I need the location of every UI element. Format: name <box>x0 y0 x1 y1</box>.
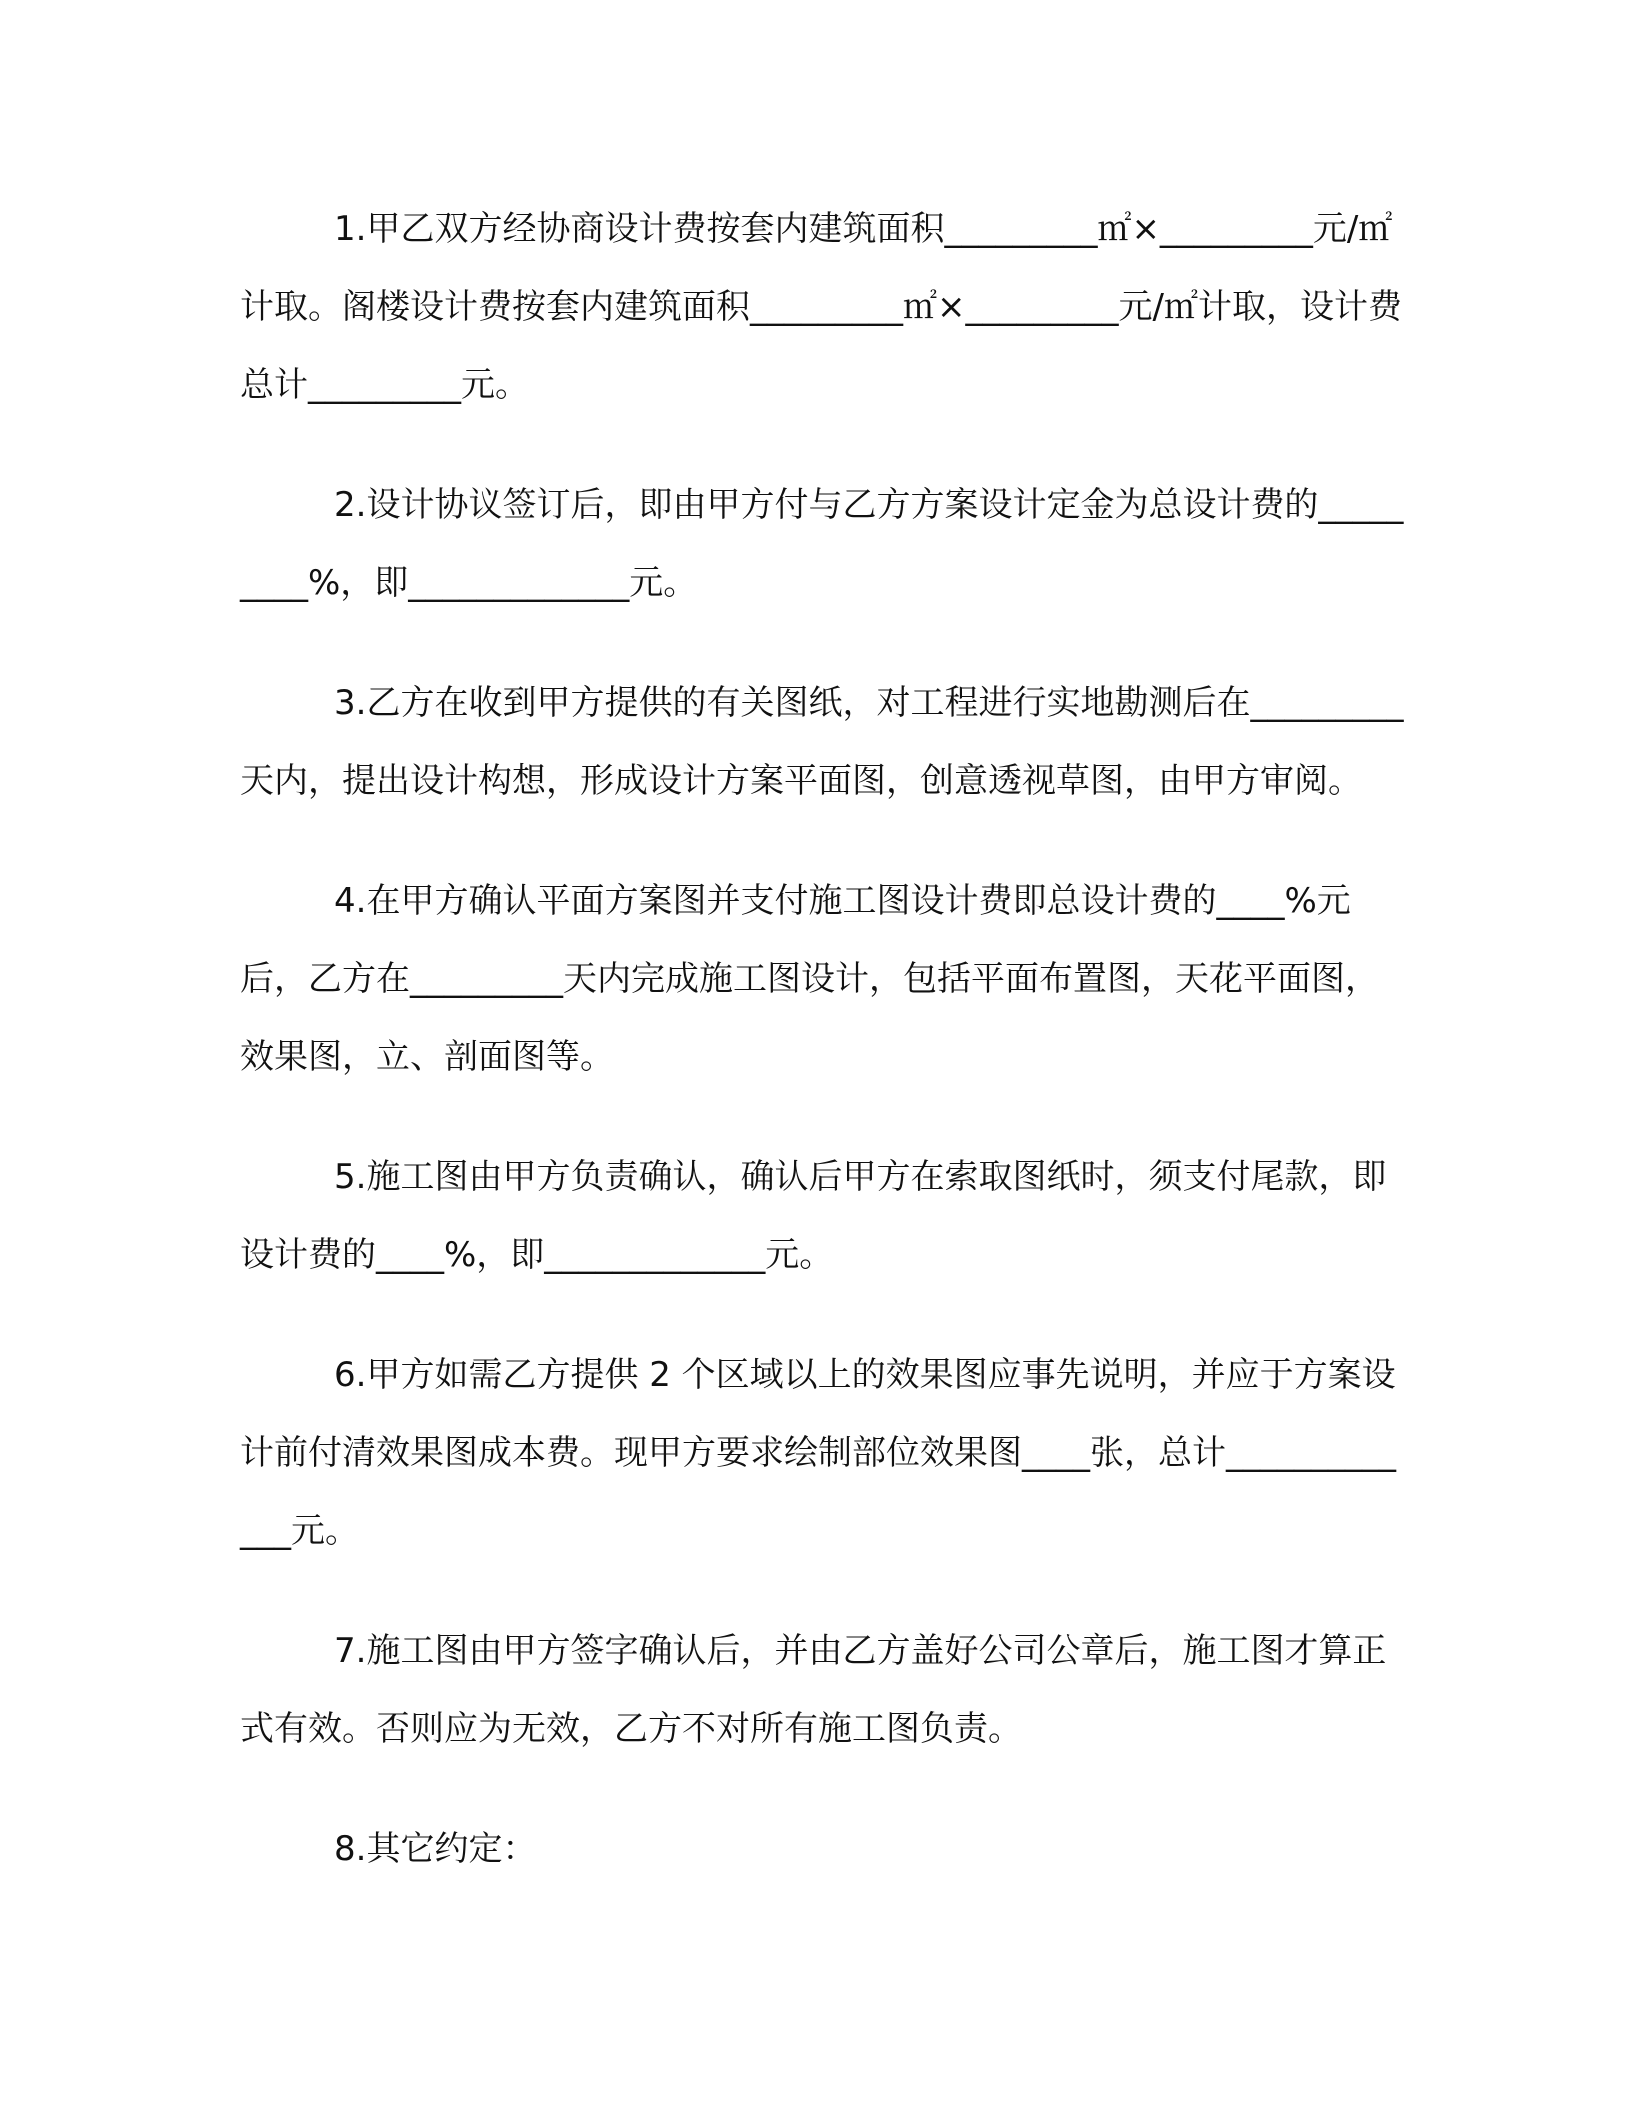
clause-2: 2.设计协议签订后，即由甲方付与乙方方案设计定金为总设计费的_________%，即_____________元。 <box>240 485 1404 603</box>
clause-6: 6.甲方如需乙方提供 2 个区域以上的效果图应事先说明，并应于方案设计前付清效果图成本费。现甲方要求绘制部位效果图____张，总计_____________元。 <box>240 1355 1396 1551</box>
clause-5: 5.施工图由甲方负责确认，确认后甲方在索取图纸时，须支付尾款，即设计费的____%，即_____________元。 <box>240 1157 1387 1275</box>
clause-3: 3.乙方在收到甲方提供的有关图纸，对工程进行实地勘测后在_________天内，提出设计构想，形成设计方案平面图，创意透视草图，由甲方审阅。 <box>240 683 1404 801</box>
clause-1: 1.甲乙双方经协商设计费按套内建筑面积_________㎡×_________元/㎡计取。阁楼设计费按套内建筑面积_________㎡×_________元/㎡计取，设计费总计_________元。 <box>240 209 1402 405</box>
clause-8: 8.其它约定： <box>334 1829 537 1869</box>
clause-4: 4.在甲方确认平面方案图并支付施工图设计费即总设计费的____%元后，乙方在_________天内完成施工图设计，包括平面布置图，天花平面图，效果图，立、剖面图等。 <box>240 881 1379 1077</box>
document-body <box>240 190 1412 1930</box>
clause-7: 7.施工图由甲方签字确认后，并由乙方盖好公司公章后，施工图才算正式有效。否则应为无效，乙方不对所有施工图负责。 <box>240 1631 1387 1749</box>
